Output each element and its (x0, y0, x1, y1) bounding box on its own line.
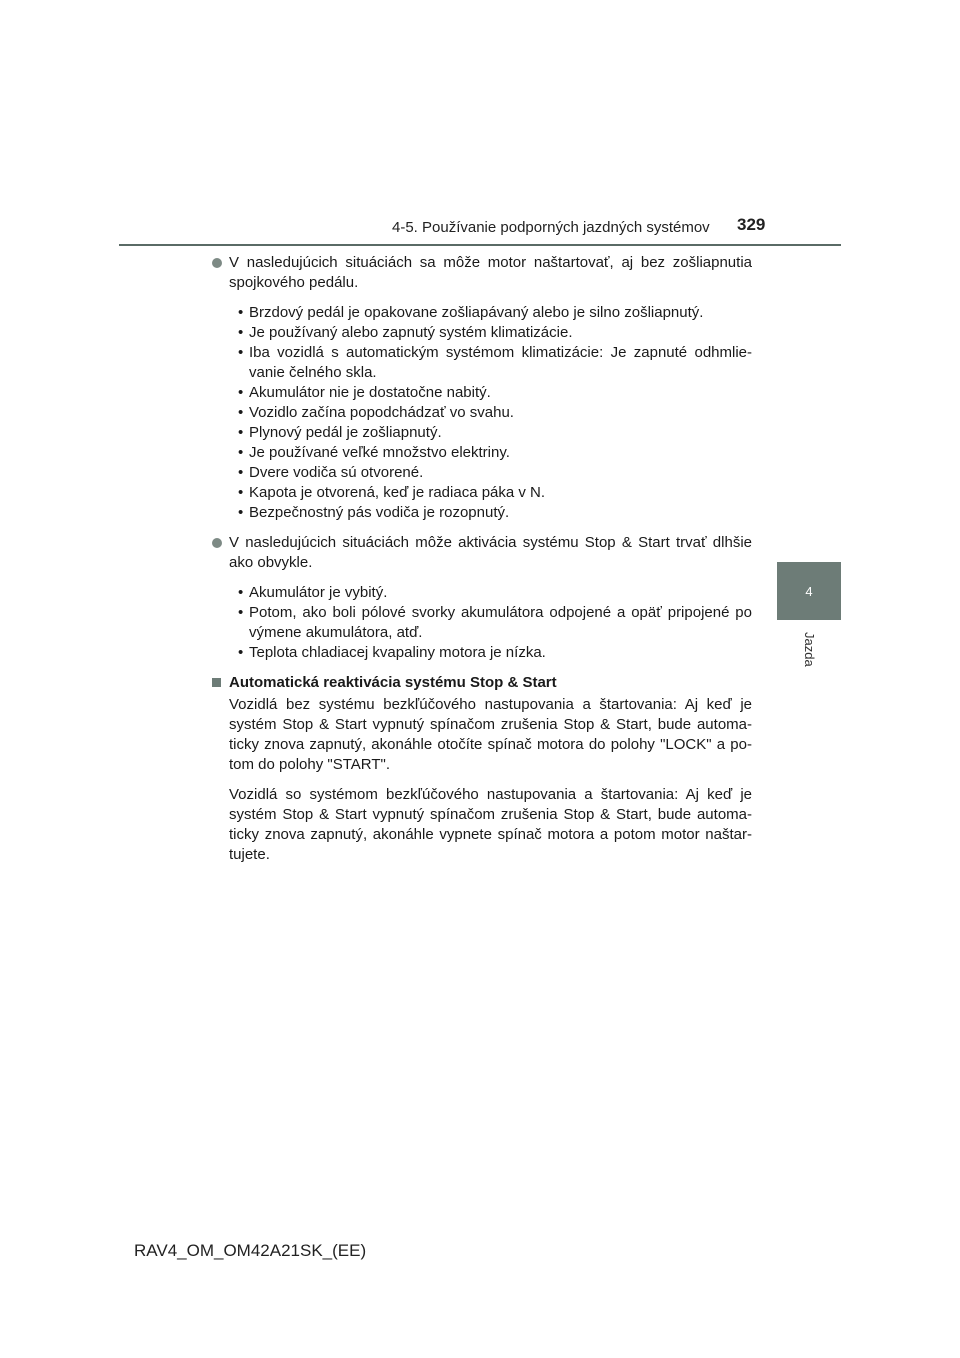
list-item: • Je používaný alebo zapnutý systém klimatizácie. (238, 323, 752, 343)
list-item: • Kapota je otvorená, keď je radiaca páka v N. (238, 483, 752, 503)
section-paragraph-2: Vozidlá so systémom bezkľúčového nastupovania a štartovania: Aj keď je systém Stop & Start vypnutý spínačom zrušenia Stop & Start, bude automa-ticky znova zapnutý, akonáhle vypnete spínač motora a potom motor naštar-tujete. (229, 786, 752, 863)
list-item: • Je používané veľké množstvo elektriny. (238, 443, 752, 463)
section-heading (212, 673, 752, 693)
paragraph-2 (212, 533, 752, 573)
section-paragraph-1: Vozidlá bez systému bezkľúčového nastupovania a štartovania: Aj keď je systém Stop & Start vypnutý spínačom zrušenia Stop & Start, bude automa-ticky znova zapnutý, akonáhle otočíte spínač motora do polohy "LOCK" a po-tom do polohy "START". (229, 696, 752, 773)
square-bullet-icon (212, 678, 221, 687)
chapter-tab (777, 562, 841, 620)
list-item: • Bezpečnostný pás vodiča je rozopnutý. (238, 503, 752, 523)
bullet-list-1 (212, 303, 752, 523)
list-item: • Akumulátor nie je dostatočne nabitý. (238, 383, 752, 403)
bullet-list-2 (212, 583, 752, 663)
paragraph-1 (212, 253, 752, 293)
round-bullet-icon (212, 538, 222, 548)
list-item: • Dvere vodiča sú otvorené. (238, 463, 752, 483)
round-bullet-icon (212, 258, 222, 268)
paragraph-1-text: V nasledujúcich situáciách sa môže motor naštartovať, aj bez zošliapnutia spojkového pedálu. (229, 254, 752, 291)
section-heading-text: Automatická reaktivácia systému Stop & Start (229, 674, 557, 691)
main-content (212, 253, 752, 875)
page-number: 329 (737, 215, 766, 234)
header-rule (119, 244, 841, 246)
chapter-label: Jazda (802, 632, 817, 667)
footer-code: RAV4_OM_OM42A21SK_(EE) (134, 1241, 367, 1260)
list-item: • Teplota chladiacej kvapaliny motora je nízka. (238, 643, 752, 663)
paragraph-2-text: V nasledujúcich situáciách môže aktivácia systému Stop & Start trvať dlhšie ako obvykle. (229, 534, 752, 571)
list-item: • Plynový pedál je zošliapnutý. (238, 423, 752, 443)
list-item: • Brzdový pedál je opakovane zošliapávaný alebo je silno zošliapnutý. (238, 303, 752, 323)
list-item: • Akumulátor je vybitý. (238, 583, 752, 603)
list-item: • Potom, ako boli pólové svorky akumulátora odpojené a opäť pripojené po výmene akumulátora, atď. (238, 603, 752, 643)
header-title: 4-5. Používanie podporných jazdných systémov (392, 219, 710, 236)
list-item: • Vozidlo začína popodchádzať vo svahu. (238, 403, 752, 423)
chapter-number: 4 (805, 583, 813, 599)
list-item: • Iba vozidlá s automatickým systémom klimatizácie: Je zapnuté odhmlie-vanie čelného skla. (238, 343, 752, 383)
